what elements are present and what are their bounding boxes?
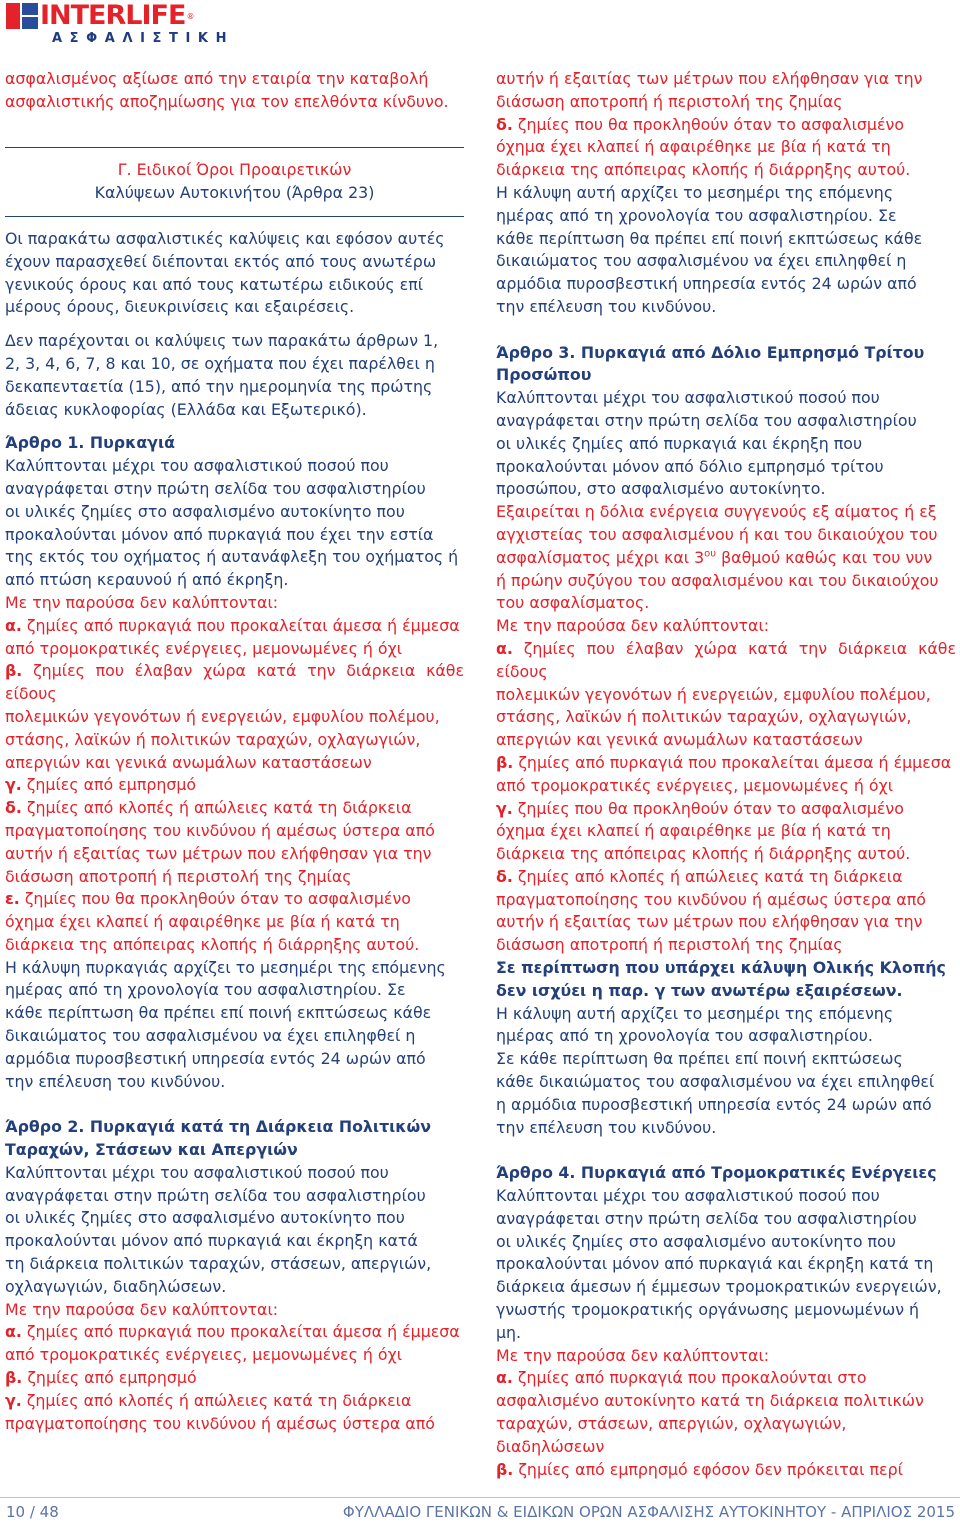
article-4-exclusions: α. ζημίες από πυρκαγιά που προκαλούνται στο ασφαλισμένο αυτοκίνητο κατά τη διάρκεια πολιτικών ταραχών, στάσεων, απεργιών, οχλαγωγιών, διαδηλώσεων β. ζημίες από εμπρησμό εφόσον δεν πρόκειται περί [496, 1368, 924, 1479]
footer-document-title: ΦΥΛΛΑΔΙΟ ΓΕΝΙΚΩΝ & ΕΙΔΙΚΩΝ ΟΡΩΝ ΑΣΦΑΛΙΣΗΣ ΑΥΤΟΚΙΝΗΤΟΥ - ΑΠΡΙΛΙΟΣ 2015 [342, 1503, 955, 1521]
logo-wordmark: INTERLIFE [40, 0, 186, 31]
article-1-start-clause: Η κάλυψη πυρκαγιάς αρχίζει το μεσημέρι της επόμενης ημέρας από τη χρονολογία του ασφαλιστηρίου. Σε κάθε περίπτωση θα πρέπει επί ποινή εκπτώσεως κάθε δικαιώματος του ασφαλισμένου να έχει επιληφθεί η αρμόδια πυροσβεστική υπηρεσία εντός 24 ωρών από την επέλευση του κινδύνου. [5, 957, 446, 1091]
article-4-title: Άρθρο 4. Πυρκαγιά από Τρομοκρατικές Ενέργειες [496, 1163, 937, 1183]
article-1-exclusions: α. ζημίες από πυρκαγιά που προκαλείται άμεσα ή έμμεσα από τρομοκρατικές ενέργειες, μεμονωμένες ή όχι β. ζημίες που έλαβαν χώρα κατά την διάρκεια κάθε είδους πολεμικών γεγονότων ή ενεργειών, εμφυλίου πολέμου, στάσης, λαϊκών ή πολιτικών ταραχών, οχλαγωγιών, απεργιών και γενικά ανωμάλων καταστάσεων γ. ζημίες από εμπρησμό δ. ζημίες από κλοπές ή απώλειες κατά τη διάρκεια πραγματοποίησης του κινδύνου ή αμέσως ύστερα από αυτήν ή εξαιτίας των μέτρων που ελήφθησαν για την διάσωση αποτροπή ή περιστολή της ζημίας ε. ζημίες που θα προκληθούν όταν το ασφαλισμένο όχημα έχει κλαπεί ή αφαιρέθηκε με βία ή κατά τη διάρκεια της απόπειρας κλοπής ή διάρρηξης αυτού. [5, 615, 464, 954]
article-2-body: Καλύπτονται μέχρι του ασφαλιστικού ποσού που αναγράφεται στην πρώτη σελίδα του ασφαλιστηρίου οι υλικές ζημίες στο ασφαλισμένο αυτοκίνητο που προκαλούνται μόνον από πυρκαγιά και έκρηξη κατά τη διάρκεια πολιτικών ταραχών, στάσεων, απεργιών, οχλαγωγιών, διαδηλώσεων. [5, 1162, 432, 1296]
intro-paragraph: ασφαλισμένος αξίωσε από την εταιρία την καταβολή ασφαλιστικής αποζημίωσης για τον επελθόντα κίνδυνο. [5, 69, 449, 111]
article-2-exclusions: α. ζημίες από πυρκαγιά που προκαλείται άμεσα ή έμμεσα από τρομοκρατικές ενέργειες, μεμονωμένες ή όχι β. ζημίες από εμπρησμό γ. ζημίες από κλοπές ή απώλειες κατά τη διάρκεια πραγματοποίησης του κινδύνου ή αμέσως ύστερα από [5, 1322, 460, 1433]
article-2-start-clause: Η κάλυψη αυτή αρχίζει το μεσημέρι της επόμενης ημέρας από τη χρονολογία του ασφαλιστηρίου. Σε κάθε περίπτωση θα πρέπει επί ποινή εκπτώσεως κάθε δικαιώματος του ασφαλισμένου να έχει επιληφθεί η αρμόδια πυροσβεστική υπηρεσία εντός 24 ωρών από την επέλευση του κινδύνου. [496, 182, 923, 316]
article-3-title: Άρθρο 3. Πυρκαγιά από Δόλιο Εμπρησμό Τρίτου Προσώπου [496, 342, 925, 385]
article-2-exclusions-label: Με την παρούσα δεν καλύπτονται: [5, 1299, 279, 1319]
logo-subtitle: ΑΣΦΑΛΙΣΤΙΚΗ [52, 31, 235, 46]
article-1-body: Καλύπτονται μέχρι του ασφαλιστικού ποσού που αναγράφεται στην πρώτη σελίδα του ασφαλιστηρίου οι υλικές ζημίες στο ασφαλισμένο αυτοκίνητο που προκαλούνται μόνον από πυρκαγιά που έχει την εστία της εκτός του οχήματος ή αυτανάφλεξη του οχήματος ή από πτώση κεραυνού ή από έκρηξη. [5, 456, 459, 590]
section-intro-paragraph: Οι παρακάτω ασφαλιστικές καλύψεις και εφόσον αυτές έχουν παρασχεθεί διέπονται εκτός από τους ανωτέρω γενικούς όρους και από τους κατωτέρω ειδικούς επί μέρους όρους, διευκρινίσεις και εξαιρέσεις. [5, 228, 445, 317]
company-logo [6, 0, 235, 48]
article-4-body: Καλύπτονται μέχρι του ασφαλιστικού ποσού που αναγράφεται στην πρώτη σελίδα του ασφαλιστηρίου οι υλικές ζημίες στο ασφαλισμένο αυτοκίνητο που προκαλούνται μόνον από πυρκαγιά και έκρηξη κατά τη διάρκεια άμεσων ή έμμεσων τρομοκρατικών ενεργειών, γνωστής τρομοκρατικής οργάνωσης μεμονωμένων ή μη. [496, 1186, 942, 1342]
footer-divider [0, 1497, 960, 1498]
article-3-relatives-exclusion: Εξαιρείται η δόλια ενέργεια συγγενούς εξ αίματος ή εξ αγχιστείας του ασφαλισμένου ή και του δικαιούχου του ασφαλίσματος μέχρι και $3^{o\upsilon}$ βαθμού καθώς και του νυν ή πρώην συζύγου του ασφαλισμένου και του δικαιούχου του ασφαλίσματος. [496, 502, 939, 613]
article-2-exclusions-continued: αυτήν ή εξαιτίας των μέτρων που ελήφθησαν για την διάσωση αποτροπή ή περιστολή της ζημίας δ. ζημίες που θα προκληθούν όταν το ασφαλισμένο όχημα έχει κλαπεί ή αφαιρέθηκε με βία ή κατά τη διάρκεια της απόπειρας κλοπής ή διάρρηξης αυτού. [496, 69, 923, 180]
logo-mark-icon [6, 3, 38, 29]
article-2-title: Άρθρο 2. Πυρκαγιά κατά τη Διάρκεια Πολιτικών Ταραχών, Στάσεων και Απεργιών [5, 1117, 432, 1160]
article-3-start-clause: Η κάλυψη αυτή αρχίζει το μεσημέρι της επόμενης ημέρας από τη χρονολογία του ασφαλιστηρίου. Σε κάθε περίπτωση θα πρέπει επί ποινή εκπτώσεως κάθε δικαιώματος του ασφαλισμένου να έχει επιληφθεί η αρμόδια πυροσβεστική υπηρεσία εντός 24 ωρών από την επέλευση του κινδύνου. [496, 1003, 935, 1137]
article-1-title: Άρθρο 1. Πυρκαγιά [5, 433, 175, 453]
left-column [5, 68, 464, 1435]
section-rule-bottom [5, 216, 464, 217]
section-rule-top [5, 147, 464, 148]
logo-registered-mark: ® [186, 11, 195, 21]
article-1-exclusions-label: Με την παρούσα δεν καλύπτονται: [5, 592, 279, 612]
exclusion-age-paragraph: Δεν παρέχονται οι καλύψεις των παρακάτω άρθρων 1, 2, 3, 4, 6, 7, 8 και 10, σε οχήματα που έχει παρέλθει η δεκαπενταετία (15), από την ημερομηνία της πρώτης άδειας κυκλοφορίας (Ελλάδα και Εξωτερικό). [5, 331, 439, 419]
right-column [496, 68, 956, 1481]
section-title: Γ. Ειδικοί Όροι Προαιρετικών Καλύψεων Αυτοκινήτου (Άρθρα 23) [94, 160, 375, 203]
article-3-total-theft-note: Σε περίπτωση που υπάρχει κάλυψη Ολικής Κλοπής δεν ισχύει η παρ. γ των ανωτέρω εξαιρέσεων. [496, 958, 946, 1000]
article-3-body: Καλύπτονται μέχρι του ασφαλιστικού ποσού που αναγράφεται στην πρώτη σελίδα του ασφαλιστηρίου οι υλικές ζημίες από πυρκαγιά και έκρηξη που προκαλούνται μόνον από δόλιο εμπρησμό τρίτου προσώπου, στο ασφαλισμένο αυτοκίνητο. [496, 388, 917, 499]
article-3-exclusions: α. ζημίες που έλαβαν χώρα κατά την διάρκεια κάθε είδους πολεμικών γεγονότων ή ενεργειών, εμφυλίου πολέμου, στάσης, λαϊκών ή πολιτικών ταραχών, οχλαγωγιών, απεργιών και γενικά ανωμάλων καταστάσεων β. ζημίες από πυρκαγιά που προκαλείται άμεσα ή έμμεσα από τρομοκρατικές ενέργειες, μεμονωμένες ή όχι γ. ζημίες που θα προκληθούν όταν το ασφαλισμένο όχημα έχει κλαπεί ή αφαιρέθηκε με βία ή κατά τη διάρκεια της απόπειρας κλοπής ή διάρρηξης αυτού. δ. ζημίες από κλοπές ή απώλειες κατά τη διάρκεια πραγματοποίησης του κινδύνου ή αμέσως ύστερα από αυτήν ή εξαιτίας των μέτρων που ελήφθησαν για την διάσωση αποτροπή ή περιστολή της ζημίας [496, 638, 956, 955]
page-number: 10 / 48 [6, 1503, 59, 1521]
article-3-exclusions-label: Με την παρούσα δεν καλύπτονται: [496, 616, 770, 636]
article-4-exclusions-label: Με την παρούσα δεν καλύπτονται: [496, 1345, 770, 1365]
